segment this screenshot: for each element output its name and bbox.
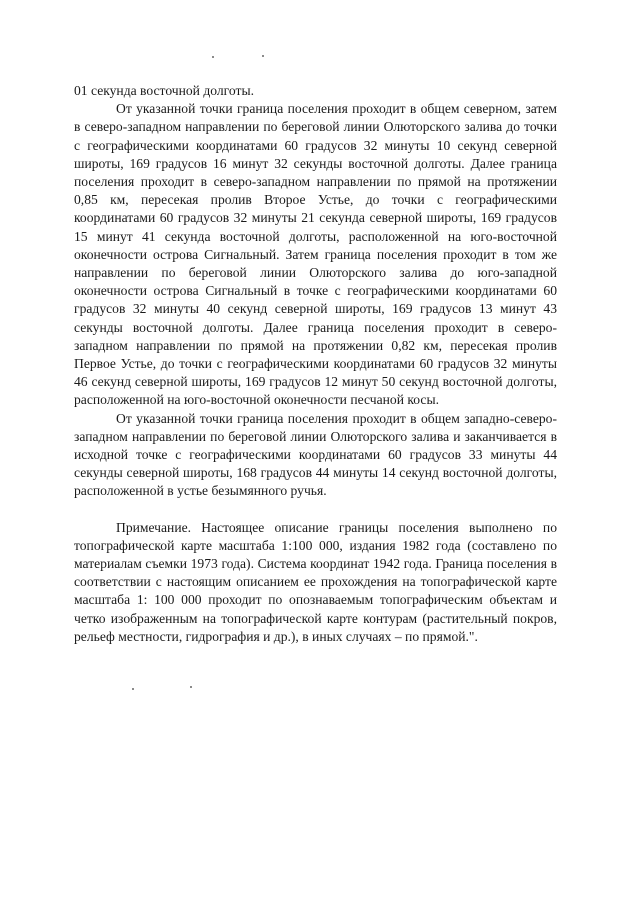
scan-speck bbox=[190, 686, 192, 688]
scan-speck bbox=[262, 55, 264, 57]
paragraph-boundary-north: От указанной точки граница поселения проходит в общем северном, затем в северо-западном направлении по береговой линии Олюторского залива до точки с географическими координатами 60 градусов 32 минуты 10 секунд северной широты, 169 градусов 16 минут 32 секунды восточной долготы. Далее граница поселения проходит в северо-западном направлении по прямой на протяжении 0,85 км, пересекая пролив Второе Устье, до точки с географическими координатами 60 градусов 32 минуты 21 секунда северной широты, 169 градусов 15 минут 41 секунда восточной долготы, расположенной на юго-восточной оконечности острова Сигнальный. Затем граница поселения проходит в том же направлении по береговой линии Олюторского залива до юго-западной оконечности острова Сигнальный в точке с географическими координатами 60 градусов 32 минуты 40 секунд северной широты, 169 градусов 13 минут 43 секунды восточной долготы. Далее граница поселения проходит в северо-западном направлении по прямой на протяжении 0,82 км, пересекая пролив Первое Устье, до точки с географическими координатами 60 градусов 32 минуты 46 секунд северной широты, 169 градусов 12 минут 50 секунд восточной долготы, расположенной на юго-восточной оконечности песчаной косы. bbox=[74, 101, 557, 408]
scan-speck bbox=[132, 688, 134, 690]
scan-speck bbox=[212, 56, 214, 58]
paragraph-continuation: 01 секунда восточной долготы. bbox=[74, 83, 254, 98]
paragraph-boundary-west: От указанной точки граница поселения проходит в общем западно-северо-западном направлении по береговой линии Олюторского залива и заканчивается в исходной точке с географическими координатами 60 градусов 33 минуты 44 секунды северной широты, 168 градусов 44 минуты 14 секунд восточной долготы, расположенной в устье безымянного ручья. bbox=[74, 410, 557, 499]
document-body bbox=[74, 82, 557, 646]
paragraph-note: Примечание. Настоящее описание границы поселения выполнено по топографической карте масштаба 1:100 000, издания 1982 года (составлено по материалам съемки 1973 года). Система координат 1942 года. Граница поселения в соответствии с настоящим описанием ее прохождения на топографической карте масштаба 1: 100 000 проходит по опознаваемым топографическим объектам и четко изображенным на топографической карте контурам (растительный покров, рельеф местности, гидрография и др.), в иных случаях – по прямой.". bbox=[74, 519, 557, 644]
